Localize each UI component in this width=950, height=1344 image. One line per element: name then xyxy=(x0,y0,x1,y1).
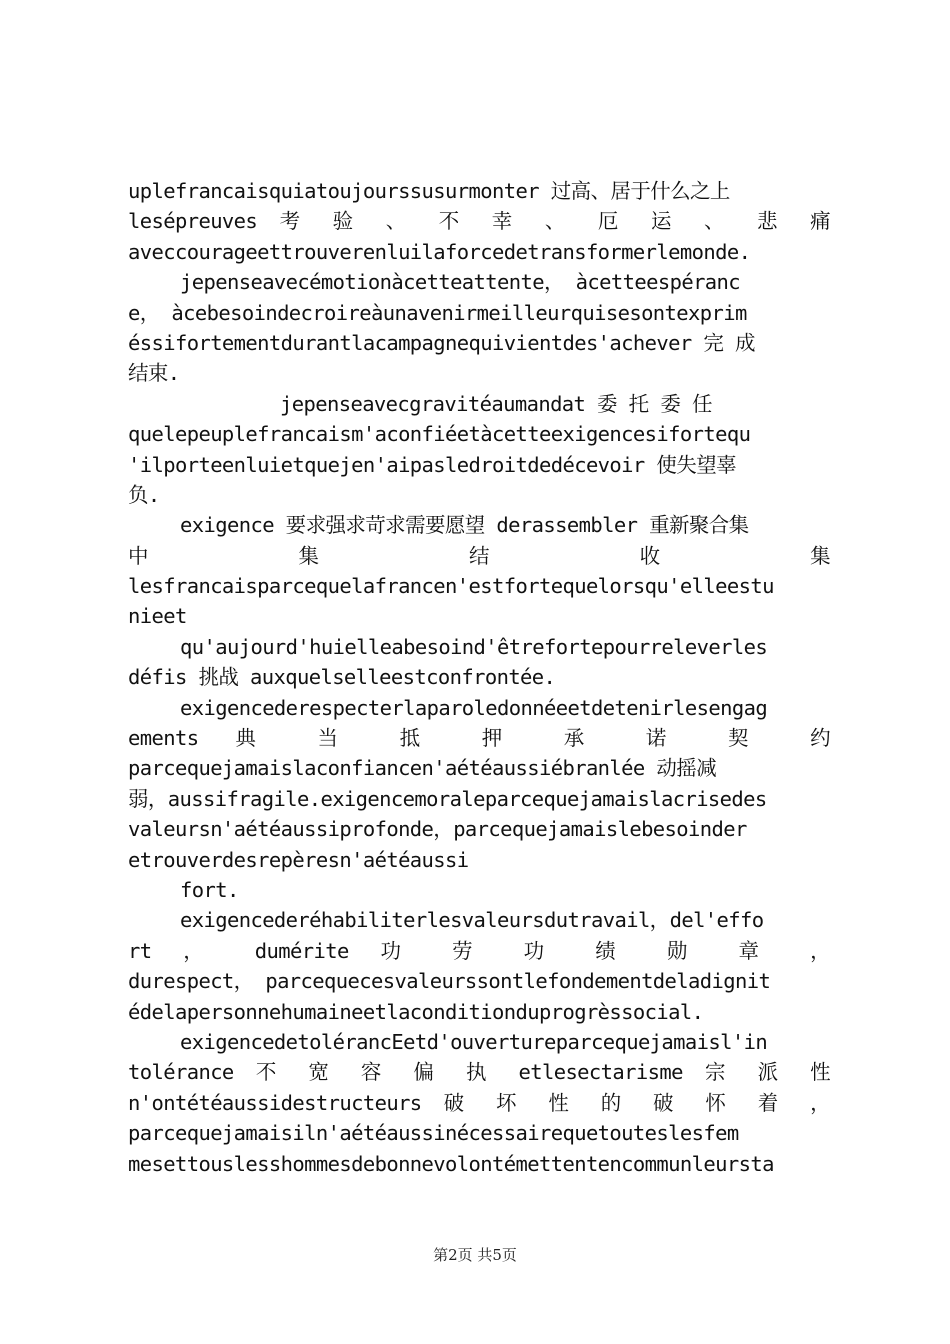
text-line-22: valeursn'aétéaussiprofonde，parcequejamaislebesoinder xyxy=(128,817,747,842)
text-line-30: tolérance 不 宽 容 偏 执 etlesectarisme 宗 派 性 xyxy=(128,1060,830,1085)
text-line-2: lesépreuves 考 验 、 不 幸 、 厄 运 、 悲 痛 xyxy=(128,209,830,234)
text-line-26: rt ， dumérite 功 劳 功 绩 勋 章 ， xyxy=(128,938,830,963)
page-number-footer: 第2页 共5页 xyxy=(433,1246,517,1264)
text-line-3: aveccourageettrouverenluilaforcedetransformerlemonde. xyxy=(128,239,751,264)
text-line-10: 'ilporteenluietquejen'aipasledroitdedécevoir 使失望辜 xyxy=(128,452,736,477)
text-line-18: exigencederespecterlaparoledonnéeetdetenirlesengag xyxy=(180,695,768,720)
text-line-14: lesfrancaisparcequelafrancen'estfortequelorsqu'elleestu xyxy=(128,574,774,599)
text-line-32: parcequejamaisiln'aétéaussinécessairequetouteslesfem xyxy=(128,1121,739,1146)
text-line-28: édelapersonnehumaineetlaconditionduprogrèssocial. xyxy=(128,999,704,1024)
text-line-8: jepenseavecgravitéaumandat 委 托 委 任 xyxy=(280,391,712,416)
document-body xyxy=(128,176,830,1179)
text-line-15: nieet xyxy=(128,604,187,629)
text-line-4: jepenseavecémotionàcetteattente， àcetteespéranc xyxy=(180,270,741,295)
text-line-13: 中 集 结 收 集 xyxy=(128,543,830,568)
text-line-17: défis 挑战 auxquelselleestconfrontée. xyxy=(128,665,556,690)
text-line-7: 结束. xyxy=(128,361,180,386)
text-line-19: ements 典 当 抵 押 承 诺 契 约 xyxy=(128,726,830,751)
text-line-23: etrouverdesrepèresn'aétéaussi xyxy=(128,847,469,872)
text-line-25: exigencederéhabiliterlesvaleursdutravail，del'effo xyxy=(180,908,764,933)
text-line-20: parcequejamaislaconfiancen'aétéaussiébranlée 动摇减 xyxy=(128,756,717,781)
text-line-11: 负. xyxy=(128,482,160,507)
text-line-16: qu'aujourd'huielleabesoind'êtrefortepourreleverles xyxy=(180,634,768,659)
text-line-21: 弱，aussifragile.exigencemoraleparcequejamaislacrisedes xyxy=(128,786,767,811)
text-line-27: durespect， parcequecesvaleurssontlefondementdeladignit xyxy=(128,969,771,994)
text-line-24: fort. xyxy=(180,877,239,902)
text-line-31: n'ontétéaussidestructeurs 破 坏 性 的 破 怀 着 ， xyxy=(128,1090,830,1115)
text-line-9: quelepeuplefrancaism'aconfiéetàcetteexigencesifortequ xyxy=(128,422,751,447)
text-line-6: éssifortementdurantlacampagnequivientdes'achever 完 成 xyxy=(128,330,755,355)
text-line-29: exigencedetolérancEetd'ouvertureparcequejamaisl'in xyxy=(180,1029,768,1054)
text-line-5: e， àcebesoindecroireàunavenirmeilleurquisesontexprim xyxy=(128,300,747,325)
text-line-1: uplefrancaisquiatoujourssusurmonter 过高、居于什么之上 xyxy=(128,179,730,203)
text-line-12: exigence 要求强求苛求需要愿望 derassembler 重新聚合集 xyxy=(180,513,749,538)
text-line-33: mesettouslesshommesdebonnevolontémettentencommunleursta xyxy=(128,1151,774,1176)
